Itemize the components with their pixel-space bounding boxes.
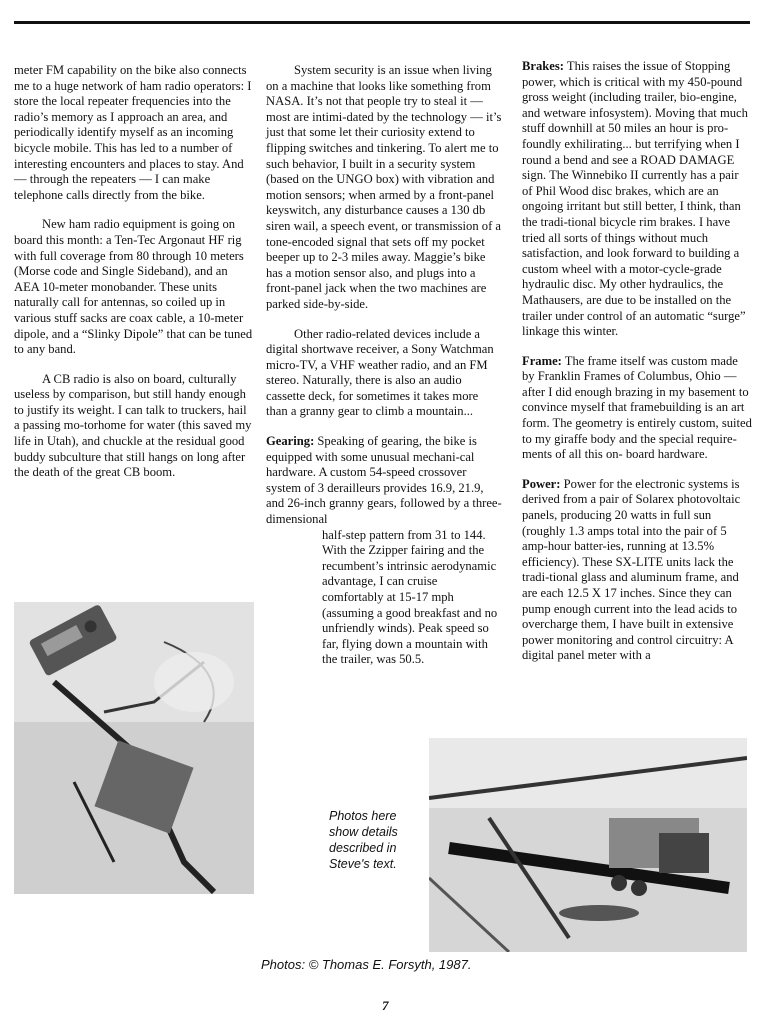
page-number: 7	[382, 998, 389, 1013]
section-heading-frame: Frame:	[522, 353, 562, 368]
paragraph-frame	[522, 354, 752, 463]
frame-text: The frame itself was custom made by Franklin Frames of Columbus, Ohio — after I did enough brazing in my basement to convince myself that framebuilding is an art form. The geometry is entirely custom, suited to my giraffe body and the special require-ments of all this on- board hardware.	[522, 353, 752, 462]
gearing-text: Speaking of gearing, the bike is equipped with some unusual mechani-cal hardware. A custom 54-speed crossover system of 3 derailleurs provides 16.9, 21.9, and 26-inch granny gears, followed by a three-dimensional	[266, 434, 502, 527]
paragraph: A CB radio is also on board, culturally useless by comparison, but still handy enough to justify its weight. I can talk to truckers, hail a passing mo-torhome for water (this saved my life in Utah), and chuckle at the residual good buddy subculture that still hangs on long after the death of the great CB boom.	[14, 371, 252, 480]
paragraph-gearing	[266, 434, 502, 528]
top-rule	[14, 21, 750, 24]
paragraph: New ham radio equipment is going on board this month: a Ten-Tec Argonaut HF rig with full coverage from 80 through 10 meters (Morse code and Single Sideband), and an AEA 10-meter monobander. These units naturally call for antennas, so coiled up in various stuff sacks are coax cable, a 10-meter dipole, and a “Slinky Dipole” that can be tuned to any band.	[14, 217, 253, 357]
column-left	[14, 63, 254, 495]
paragraph: System security is an issue when living on a machine that looks like something from NASA. It’s not that people try to steal it — most are intimi-dated by the technology — it’s just that some let their curiosity extend to flipping switches and tinkering. To alert me to such behavior, I built in a security system (based on the UNGO box) with vibration and motion sensors; when armed by a front-panel keyswitch, any disturbance causes a 130 db siren wail, a speech event, or transmission of a tone-encoded signal that sets off my pocket beeper up to 2-3 miles away. Maggie’s bike has a motion sensor also, and plugs into a front-panel jack when the two machines are parked side-by-side.	[266, 63, 502, 311]
column-middle	[266, 63, 502, 682]
photo-caption: Photos here show details described in Steve's text.	[329, 809, 398, 871]
bike-frame-photo	[429, 738, 747, 952]
paragraph-brakes	[522, 59, 752, 340]
paragraph: meter FM capability on the bike also connects me to a huge network of ham radio operators: I store the local repeater frequencies into the radio’s memory as I approach an area, and periodically identify myself as an incoming bicycle mobile. This has led to a number of interesting encounters and places to stay. And — through the repeaters — I can make telephone calls directly from the bike.	[14, 63, 252, 202]
photo-credit: Photos: © Thomas E. Forsyth, 1987.	[261, 957, 472, 972]
paragraph-gearing-continued: half-step pattern from 31 to 144. With the Zzipper fairing and the recumbent’s intrinsic aerodynamic advantage, I can cruise comfortably at 15-17 mph (assuming a good breakfast and no unfriendly winds). Peak speed so far, flying down a mountain with the trailer, was 50.5.	[322, 527, 498, 667]
power-text: Power for the electronic systems is derived from a pair of Solarex photovoltaic panels, producing 20 watts in full sun (roughly 1.3 amps total into the pair of 5 amp-hour batter-ies, running at 13.5% efficiency). These SX-LITE units lack the tradi-tional glass and aluminum frame, and are each 12.5 X 17 inches. Since they can pump enough current into the lead acids to overcharge them, I have built in extensive power monitoring and control circuitry: A digital panel meter with a	[522, 476, 741, 663]
paragraph: Other radio-related devices include a digital shortwave receiver, a Sony Watchman micro-TV, a VHF weather radio, and an FM stereo. Naturally, there is also an audio cassette deck, for sometimes it takes more than a granny gear to climb a mountain...	[266, 326, 494, 419]
bike-frame-photo-drawing	[429, 738, 747, 952]
section-heading-brakes: Brakes:	[522, 59, 564, 73]
section-heading-power: Power:	[522, 476, 561, 491]
bike-handlebar-photo	[14, 602, 254, 894]
brakes-text: This raises the issue of Stopping power, which is critical with my 450-pound gross weight (including trailer, bio-engine, and wetware infosystem). Moving that much stuff downhill at 50 miles an hour is pro-foundly exhilirating... but terrifying when I round a bend and see a ROAD DAMAGE sign. The Winnebiko II currently has a pair of Phil Wood disc brakes, which are an ongoing irritant but still better, I think, than the tradi-tional bicycle rim brakes. I have tried all sorts of things without much satisfaction, and look forward to building a custom wheel with a motor-cycle-grade hydraulic disc. My other hydraulics, the Mathausers, are due to be installed on the trailer under control of an automatic “surge” linkage this winter.	[522, 59, 748, 339]
column-right	[522, 59, 752, 678]
paragraph-power	[522, 477, 752, 664]
bike-handlebar-photo-drawing	[14, 602, 254, 894]
section-heading-gearing: Gearing:	[266, 434, 315, 449]
